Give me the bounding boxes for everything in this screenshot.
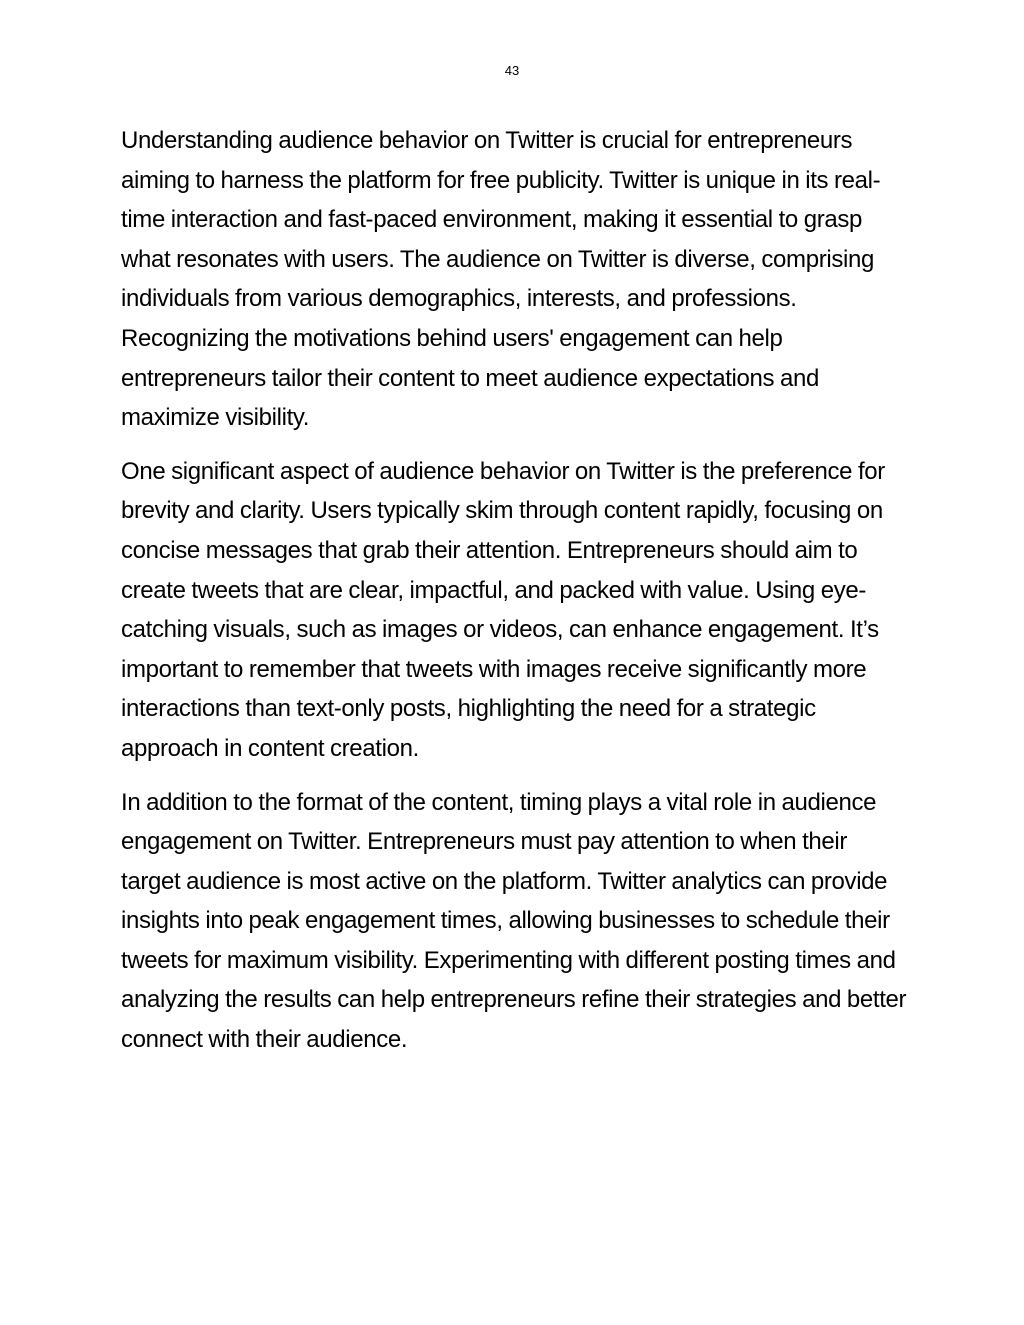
page-number: 43 <box>504 63 520 78</box>
paragraph-audience-behavior: Understanding audience behavior on Twitter is crucial for entrepreneurs aiming to harness the platform for free publicity. Twitter is unique in its real-time interaction and fast-paced environment, making it essential to grasp what resonates with users. The audience on Twitter is diverse, comprising individuals from various demographics, interests, and professions. Recognizing the motivations behind users' engagement can help entrepreneurs tailor their content to meet audience expectations and maximize visibility. <box>121 127 881 432</box>
paragraph-brevity-clarity: One significant aspect of audience behavior on Twitter is the preference for brevity and clarity. Users typically skim through content rapidly, focusing on concise messages that grab their attention. Entrepreneurs should aim to create tweets that are clear, impactful, and packed with value. Using eye-catching visuals, such as images or videos, can enhance engagement. It’s important to remember that tweets with images receive significantly more interactions than text-only posts, highlighting the need for a strategic approach in content creation. <box>121 457 885 762</box>
paragraph-timing: In addition to the format of the content, timing plays a vital role in audience engagement on Twitter. Entrepreneurs must pay attention to when their target audience is most active on the platform. Twitter analytics can provide insights into peak engagement times, allowing businesses to schedule their tweets for maximum visibility. Experimenting with different posting times and analyzing the results can help entrepreneurs refine their strategies and better connect with their audience. <box>121 788 907 1054</box>
body-text <box>121 121 911 1074</box>
